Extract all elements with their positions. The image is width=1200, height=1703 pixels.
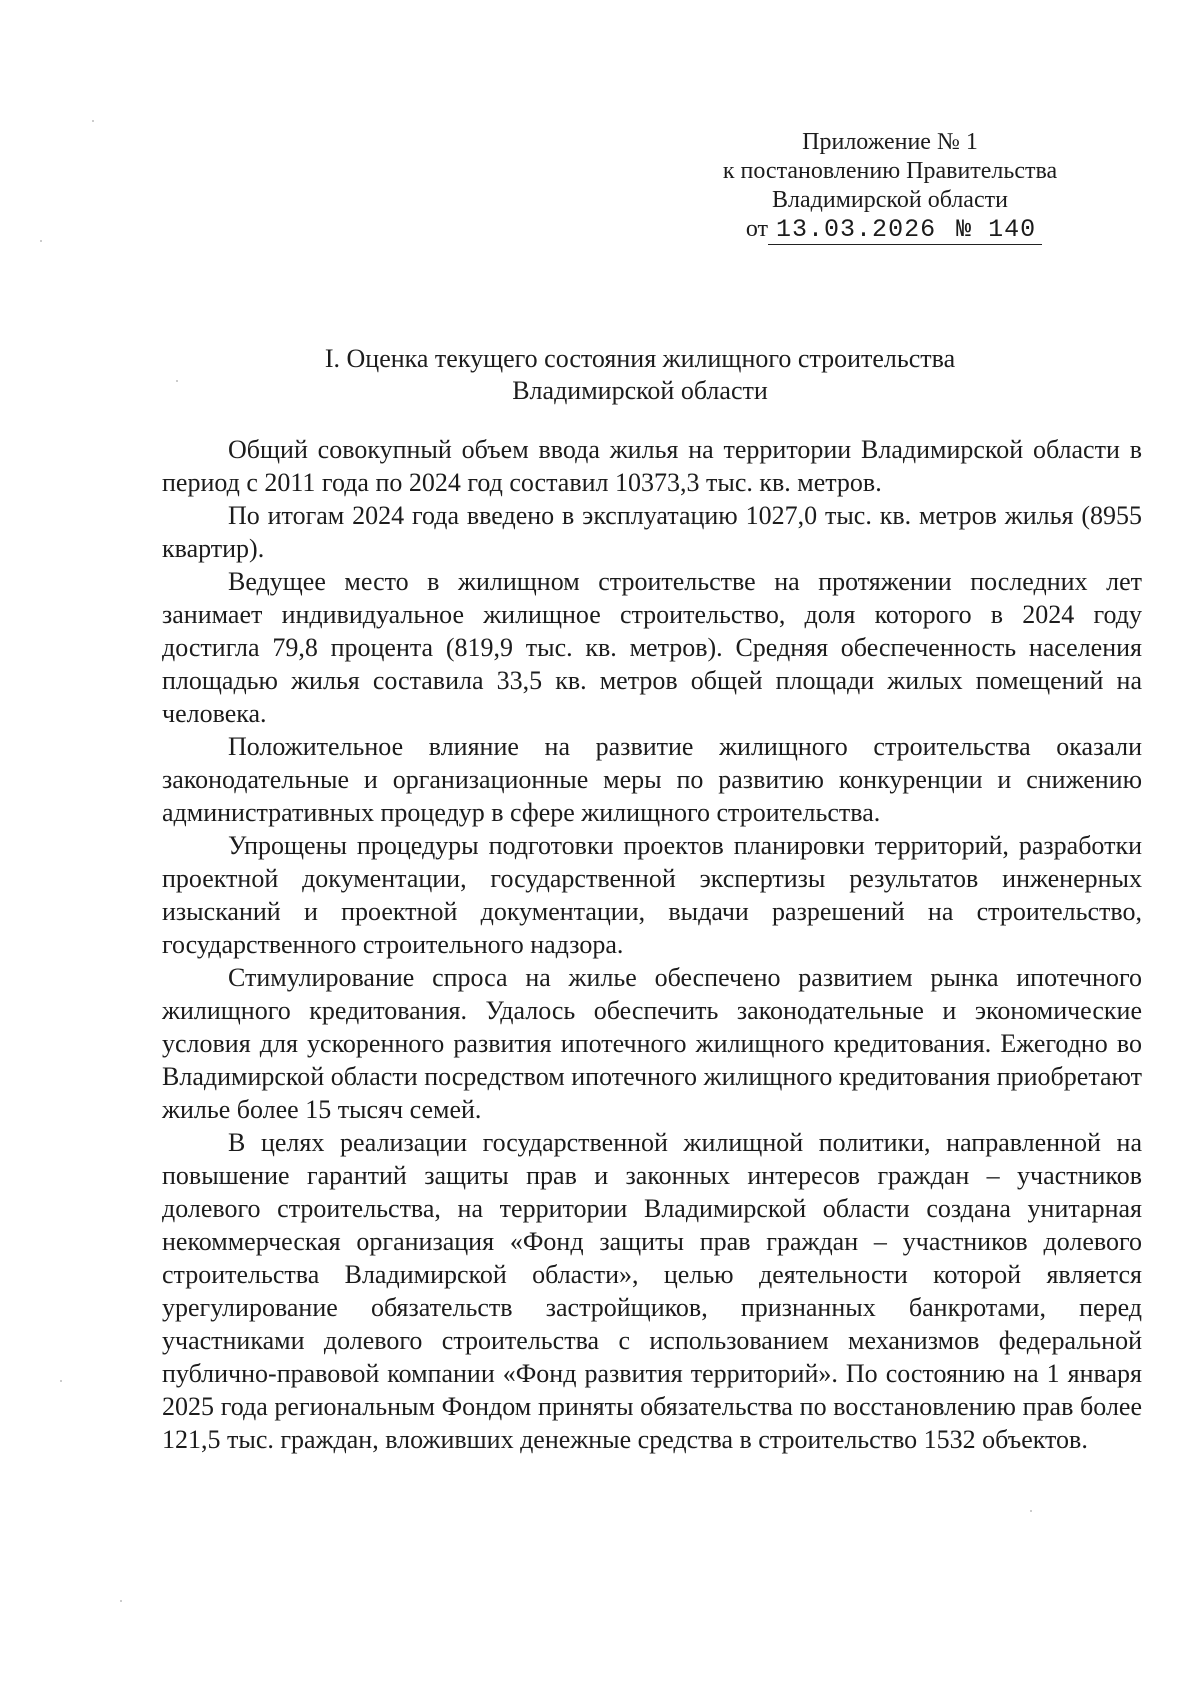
section-title	[150, 343, 1130, 407]
paragraph-individual-construction: Ведущее место в жилищном строительстве на протяжении последних лет занимает индивидуальное жилищное строительство, доля которого в 2024 году достигла 79,8 процента (819,9 тыс. кв. метров). Средняя обеспеченность населения площадью жилья составила 33,5 кв. метров общей площади жилых помещений на человека.	[162, 567, 1142, 728]
paragraph-protection-fund: В целях реализации государственной жилищной политики, направленной на повышение гарантий защиты прав и законных интересов граждан – участников долевого строительства, на территории Владимирской области создана унитарная некоммерческая организация «Фонд защиты прав граждан – участников долевого строительства Владимирской области», целью деятельности которой является урегулирование обязательств застройщиков, признанных банкротами, перед участниками долевого строительства с использованием механизмов федеральной публично-правовой компании «Фонд развития территорий». По состоянию на 1 января 2025 года региональным Фондом приняты обязательства по восстановлению прав более 121,5 тыс. граждан, вложивших денежные средства в строительство 1532 объектов.	[162, 1128, 1142, 1454]
scan-speck	[40, 240, 42, 242]
scan-speck	[120, 1600, 122, 1602]
scan-speck	[1030, 1510, 1032, 1512]
order-prefix: от	[745, 216, 769, 242]
order-number-sign: №	[956, 215, 973, 244]
order-line	[746, 215, 1042, 245]
annex-header	[700, 128, 1080, 245]
order-stamp	[768, 215, 1042, 245]
paragraph-mortgage-lending: Стимулирование спроса на жилье обеспечено развитием рынка ипотечного жилищного кредитования. Удалось обеспечить законодательные и экономические условия для ускоренного развития ипотечного жилищного кредитования. Ежегодно во Владимирской области посредством ипотечного жилищного кредитования приобретают жилье более 15 тысяч семей.	[162, 963, 1142, 1124]
paragraph-legislative-measures: Положительное влияние на развитие жилищного строительства оказали законодательные и организационные меры по развитию конкуренции и снижению административных процедур в сфере жилищного строительства.	[162, 732, 1142, 827]
paragraph-simplified-procedures: Упрощены процедуры подготовки проектов планировки территорий, разработки проектной документации, государственной экспертизы результатов инженерных изысканий и проектной документации, выдачи разрешений на строительство, государственного строительного надзора.	[162, 831, 1142, 959]
scan-speck	[60, 1380, 62, 1382]
body-text	[162, 433, 1142, 1456]
paragraph-housing-total: Общий совокупный объем ввода жилья на территории Владимирской области в период с 2011 года по 2024 год составил 10373,3 тыс. кв. метров.	[162, 435, 1142, 497]
order-date: 13.03.2026	[776, 215, 937, 244]
annex-label: Приложение № 1	[802, 129, 978, 155]
scan-speck	[92, 120, 94, 122]
annex-resolution-ref: к постановлению Правительства	[722, 158, 1058, 184]
annex-region: Владимирской области	[772, 187, 1008, 213]
section-title-line2: Владимирской области	[512, 376, 768, 405]
scan-speck	[176, 380, 178, 382]
section-title-line1: I. Оценка текущего состояния жилищного строительства	[324, 344, 956, 373]
order-number: 140	[988, 215, 1037, 244]
paragraph-2024-results: По итогам 2024 года введено в эксплуатацию 1027,0 тыс. кв. метров жилья (8955 квартир).	[162, 501, 1142, 563]
